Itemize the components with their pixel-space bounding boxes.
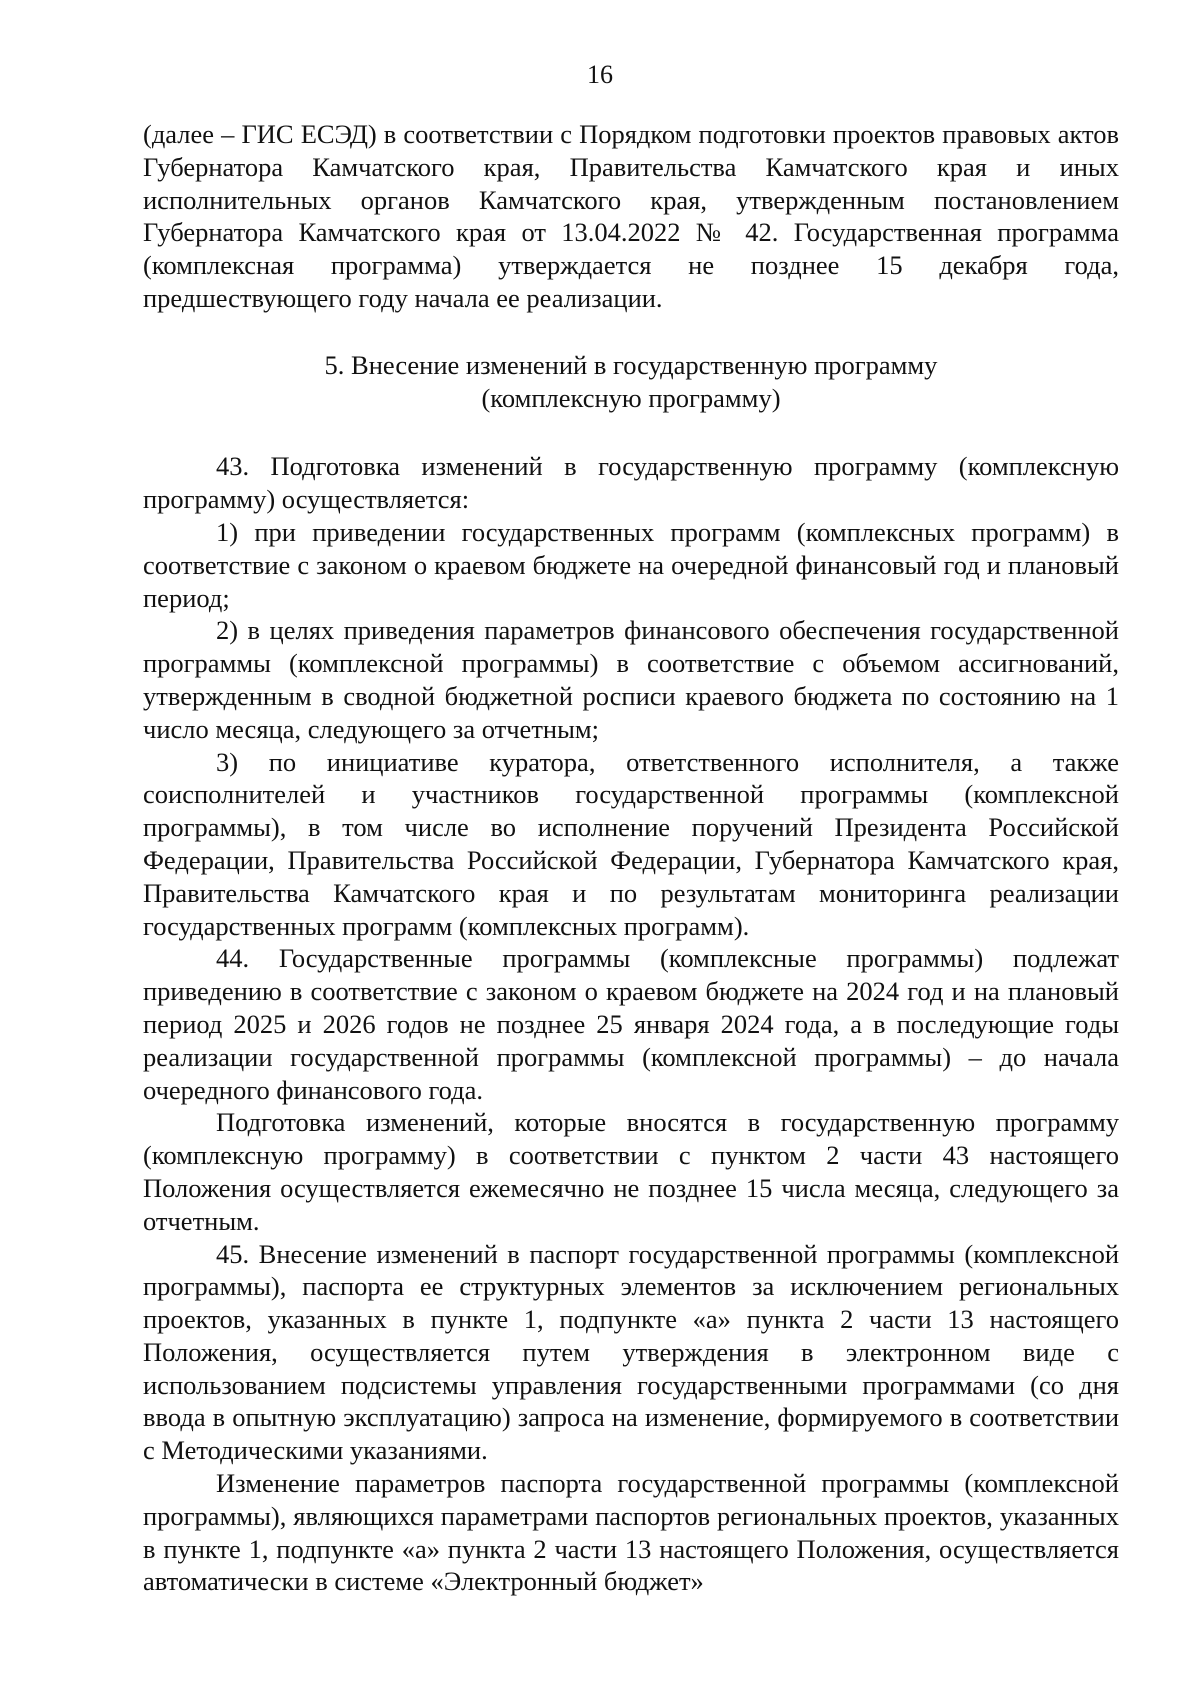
section-heading-line-2: (комплексную программу) (481, 382, 781, 413)
page-number: 16 (587, 60, 613, 89)
paragraph-43-item-3: 3) по инициативе куратора, ответственного исполнителя, а также соисполнителей и участников государственной программы (комплексной программы), в том числе во исполнение поручений Президента Российской Федерации, Правительства Российской Федерации, Губернатора Камчатского края, Правительства Камчатского края и по результатам мониторинга реализации государственных программ (комплексных программ). (143, 746, 1119, 941)
paragraph-44-continued: Подготовка изменений, которые вносятся в государственную программу (комплексную программу) в соответствии с пунктом 2 части 43 настоящего Положения осуществляется ежемесячно не позднее 15 числа месяца, следующего за отчетным. (143, 1107, 1119, 1236)
paragraph-continuation: (далее – ГИС ЕСЭД) в соответствии с Порядком подготовки проектов правовых актов Губернатора Камчатского края, Правительства Камчатского края и иных исполнительных органов Камчатского края, утвержденным постановлением Губернатора Камчатского края от 13.04.2022 № 42. Государственная программа (комплексная программа) утверждается не позднее 15 декабря года, предшествующего году начала ее реализации. (143, 119, 1119, 313)
paragraph-43: 43. Подготовка изменений в государственную программу (комплексную программу) осуществляется: (143, 451, 1119, 515)
section-heading (143, 349, 1119, 415)
document-body (143, 118, 1119, 1598)
paragraph-43-item-2: 2) в целях приведения параметров финансового обеспечения государственной программы (комплексной программы) в соответствие с объемом ассигнований, утвержденным в сводной бюджетной росписи краевого бюджета по состоянию на 1 число месяца, следующего за отчетным; (143, 615, 1119, 744)
paragraph-43-item-1: 1) при приведении государственных программ (комплексных программ) в соответствие с законом о краевом бюджете на очередной финансовый год и плановый период; (143, 516, 1119, 613)
section-heading-line-1: 5. Внесение изменений в государственную программу (324, 349, 938, 380)
paragraph-45-continued: Изменение параметров паспорта государственной программы (комплексной программы), являющихся параметрами паспортов региональных проектов, указанных в пункте 1, подпункте «а» пункта 2 части 13 настоящего Положения, осуществляется автоматически в системе «Электронный бюджет» (143, 1468, 1119, 1597)
paragraph-45: 45. Внесение изменений в паспорт государственной программы (комплексной программы), паспорта ее структурных элементов за исключением региональных проектов, указанных в пункте 1, подпункте «а» пункта 2 части 13 настоящего Положения, осуществляется путем утверждения в электронном виде с использованием подсистемы управления государственными программами (со дня ввода в опытную эксплуатацию) запроса на изменение, формируемого в соответствии с Методическими указаниями. (143, 1238, 1119, 1466)
paragraph-44: 44. Государственные программы (комплексные программы) подлежат приведению в соответствие с законом о краевом бюджете на 2024 год и на плановый период 2025 и 2026 годов не позднее 25 января 2024 года, а в последующие годы реализации государственной программы (комплексной программы) – до начала очередного финансового года. (143, 943, 1119, 1105)
